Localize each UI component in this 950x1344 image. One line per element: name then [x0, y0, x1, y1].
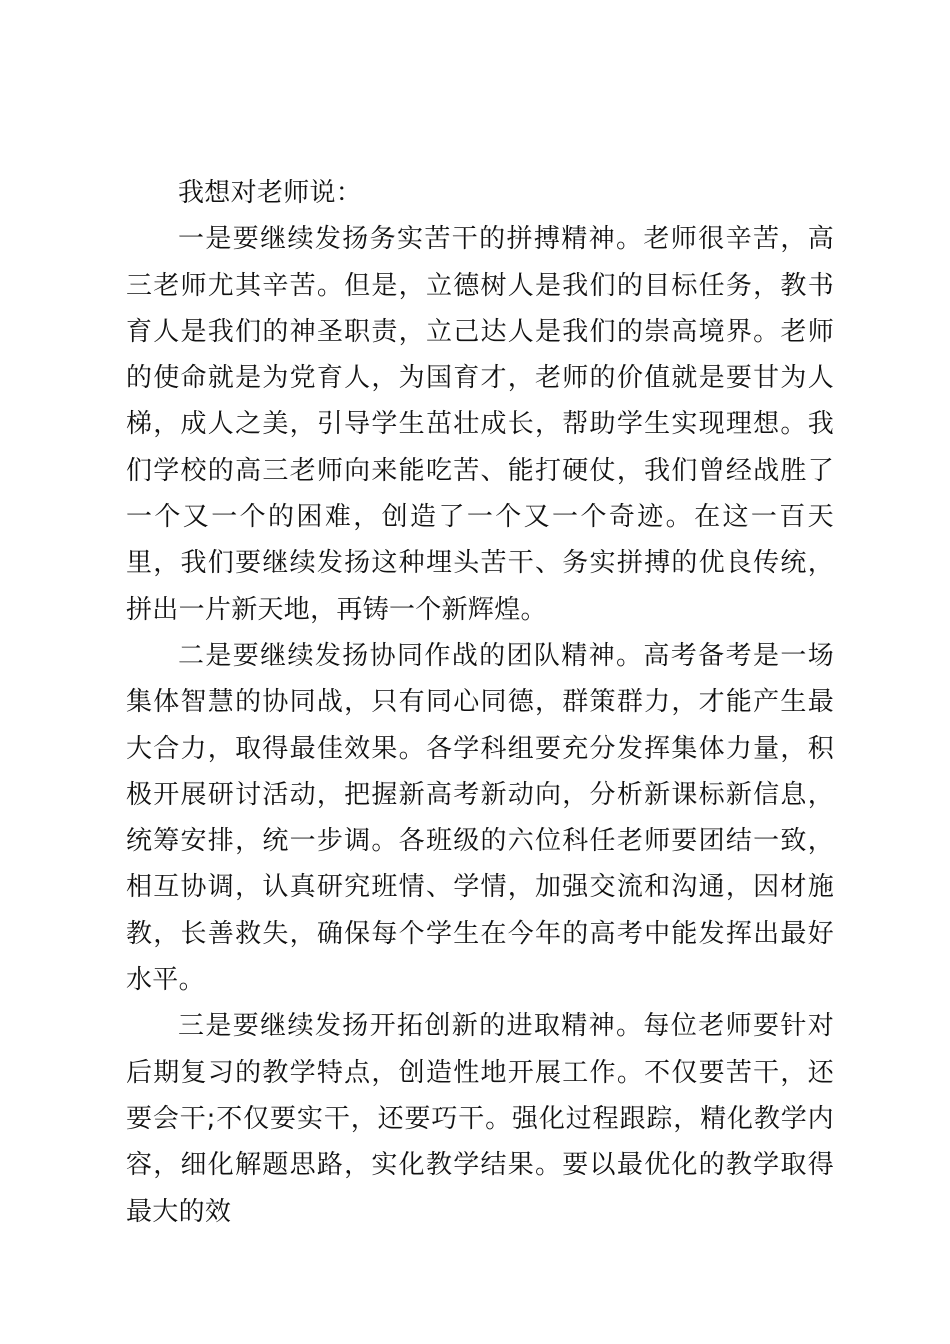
paragraph-third-point: 三是要继续发扬开拓创新的进取精神。每位老师要针对后期复习的教学特点，创造性地开展工作。不仅要苦干，还要会干;不仅要实干，还要巧干。强化过程跟踪，精化教学内容，细化解题思路，实化教学结果。要以最优化的教学取得最大的效 — [126, 1011, 834, 1227]
paragraph-first-point: 一是要继续发扬务实苦干的拼搏精神。老师很辛苦，高三老师尤其辛苦。但是，立德树人是我们的目标任务，教书育人是我们的神圣职责，立己达人是我们的崇高境界。老师的使命就是为党育人，为国育才，老师的价值就是要甘为人梯，成人之美，引导学生茁壮成长，帮助学生实现理想。我们学校的高三老师向来能吃苦、能打硬仗，我们曾经战胜了一个又一个的困难，创造了一个又一个奇迹。在这一百天里，我们要继续发扬这种埋头苦干、务实拼搏的优良传统，拼出一片新天地，再铸一个新辉煌。 — [126, 224, 834, 625]
paragraph-intro: 我想对老师说： — [178, 178, 363, 208]
document-body — [126, 170, 834, 1235]
paragraph-second-point: 二是要继续发扬协同作战的团队精神。高考备考是一场集体智慧的协同战，只有同心同德，群策群力，才能产生最大合力，取得最佳效果。各学科组要充分发挥集体力量，积极开展研讨活动，把握新高考新动向，分析新课标新信息，统筹安排，统一步调。各班级的六位科任老师要团结一致，相互协调，认真研究班情、学情，加强交流和沟通，因材施教，长善救失，确保每个学生在今年的高考中能发挥出最好水平。 — [126, 640, 834, 996]
